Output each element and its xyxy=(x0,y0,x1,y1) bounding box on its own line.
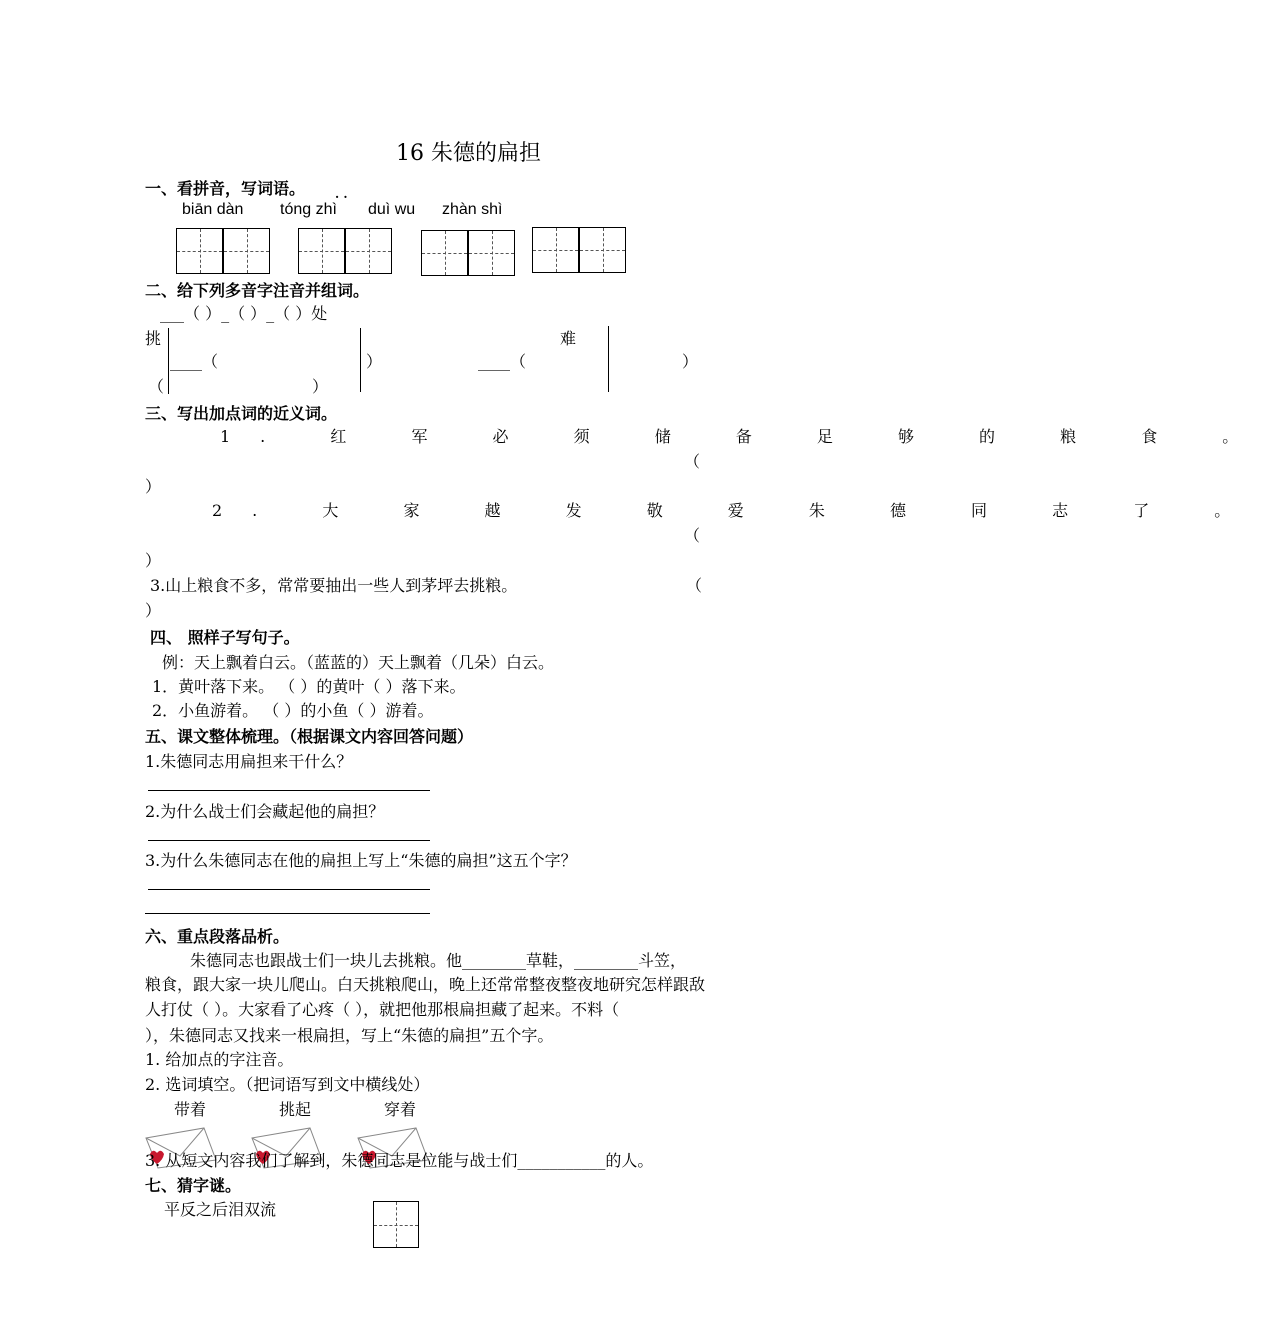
writing-box[interactable] xyxy=(579,227,626,273)
section-7-heading: 七、猜字谜。 xyxy=(145,1176,242,1195)
answer-line[interactable] xyxy=(148,889,430,890)
paren-close: ） xyxy=(366,352,383,371)
synonym-item-3: 3.山上粮食不多，常常要抽出一些人到茅坪去挑粮。 xyxy=(150,576,518,595)
task-3: 3. 从短文内容我们了解到，朱德同志是位能与战士们___________的人。 xyxy=(145,1151,654,1170)
answer-line[interactable] xyxy=(148,790,430,791)
paren-close: ） xyxy=(145,551,162,570)
sentence-item-1: 1．黄叶落下来。 （ ）的黄叶（ ）落下来。 xyxy=(152,677,466,696)
paren-open: （ xyxy=(684,526,701,545)
paren-close: ） xyxy=(145,477,162,496)
passage-line-3: 人打仗（ ）。大家看了心疼（ ），就把他那根扁担藏了起来。不料（ xyxy=(145,1000,620,1019)
emphasis-dots: · · xyxy=(335,190,348,204)
paren-open: （ xyxy=(148,377,165,396)
section-3-heading: 三、写出加点词的近义词。 xyxy=(145,404,338,423)
answer-line[interactable] xyxy=(148,840,430,841)
example-sentence: 例：天上飘着白云。（蓝蓝的）天上飘着（几朵）白云。 xyxy=(162,653,555,672)
paren-open: （ xyxy=(684,452,701,471)
task-2: 2. 选词填空。（把词语写到文中横线处） xyxy=(145,1075,430,1094)
paren-open: （ xyxy=(686,576,703,595)
bracket xyxy=(168,328,169,394)
synonym-item-2: 2. 大 家 越 发 敬 爱 朱 德 同 志 了 。 xyxy=(212,501,1261,520)
answer-blank: ____（ xyxy=(478,352,527,371)
section-4-heading: 四、 照样子写句子。 xyxy=(150,628,300,647)
section-6-heading: 六、重点段落品析。 xyxy=(145,927,290,946)
pinyin-4: zhàn shì xyxy=(442,201,503,218)
word-choice-1: 带着 xyxy=(174,1100,207,1119)
answer-blank: ____（ xyxy=(170,352,219,371)
writing-box[interactable] xyxy=(223,228,270,274)
paren-close: ） xyxy=(312,377,329,396)
polyphone-char-nan: 难 xyxy=(560,329,577,348)
bracket xyxy=(360,328,361,392)
bracket xyxy=(608,326,609,392)
section-5-heading: 五、课文整体梳理。（根据课文内容回答问题） xyxy=(145,727,474,746)
riddle-text: 平反之后泪双流 xyxy=(164,1200,277,1219)
section-1-heading: 一、看拼音，写词语。 xyxy=(145,179,306,198)
synonym-item-1: 1. 红 军 必 须 储 备 足 够 的 粮 食 。 xyxy=(220,427,1268,446)
task-1: 1. 给加点的字注音。 xyxy=(145,1050,294,1069)
pinyin-1: biān dàn xyxy=(182,201,244,218)
page-title: 16 朱德的扁担 xyxy=(396,141,541,166)
writing-box[interactable] xyxy=(298,228,345,274)
word-choice-3: 穿着 xyxy=(384,1100,417,1119)
question-3: 3.为什么朱德同志在他的扁担上写上“朱德的扁担”这五个字？ xyxy=(145,851,577,870)
writing-box[interactable] xyxy=(421,230,468,276)
writing-box[interactable] xyxy=(345,228,392,274)
sentence-item-2: 2．小鱼游着。 （ ）的小鱼（ ）游着。 xyxy=(152,701,434,720)
question-2: 2.为什么战士们会藏起他的扁担？ xyxy=(145,802,385,821)
riddle-answer-box[interactable] xyxy=(373,1201,419,1248)
section-2-heading: 二、给下列多音字注音并组词。 xyxy=(145,281,370,300)
pinyin-3: duì wu xyxy=(368,201,416,218)
writing-box[interactable] xyxy=(468,230,515,276)
paren-close: ） xyxy=(682,352,699,371)
word-choice-2: 挑起 xyxy=(279,1100,312,1119)
passage-line-2: 粮食，跟大家一块儿爬山。白天挑粮爬山，晚上还常常整夜整夜地研究怎样跟敌 xyxy=(145,975,706,994)
passage-line-4: ），朱德同志又找来一根扁担，写上“朱德的扁担”五个字。 xyxy=(145,1026,554,1045)
answer-line[interactable] xyxy=(145,913,430,914)
polyphone-char-tiao: 挑 xyxy=(145,329,162,348)
passage-line-1: 朱德同志也跟战士们一块儿去挑粮。他________草鞋，________斗笠， xyxy=(190,951,687,970)
writing-box[interactable] xyxy=(176,228,223,274)
writing-box[interactable] xyxy=(532,227,579,273)
paren-close: ） xyxy=(145,601,162,620)
pinyin-2: tóng zhì xyxy=(280,201,337,218)
question-1: 1.朱德同志用扁担来干什么？ xyxy=(145,752,353,771)
polyphone-row-1: ___（ ）_（ ）_（ ）处 xyxy=(160,304,328,323)
